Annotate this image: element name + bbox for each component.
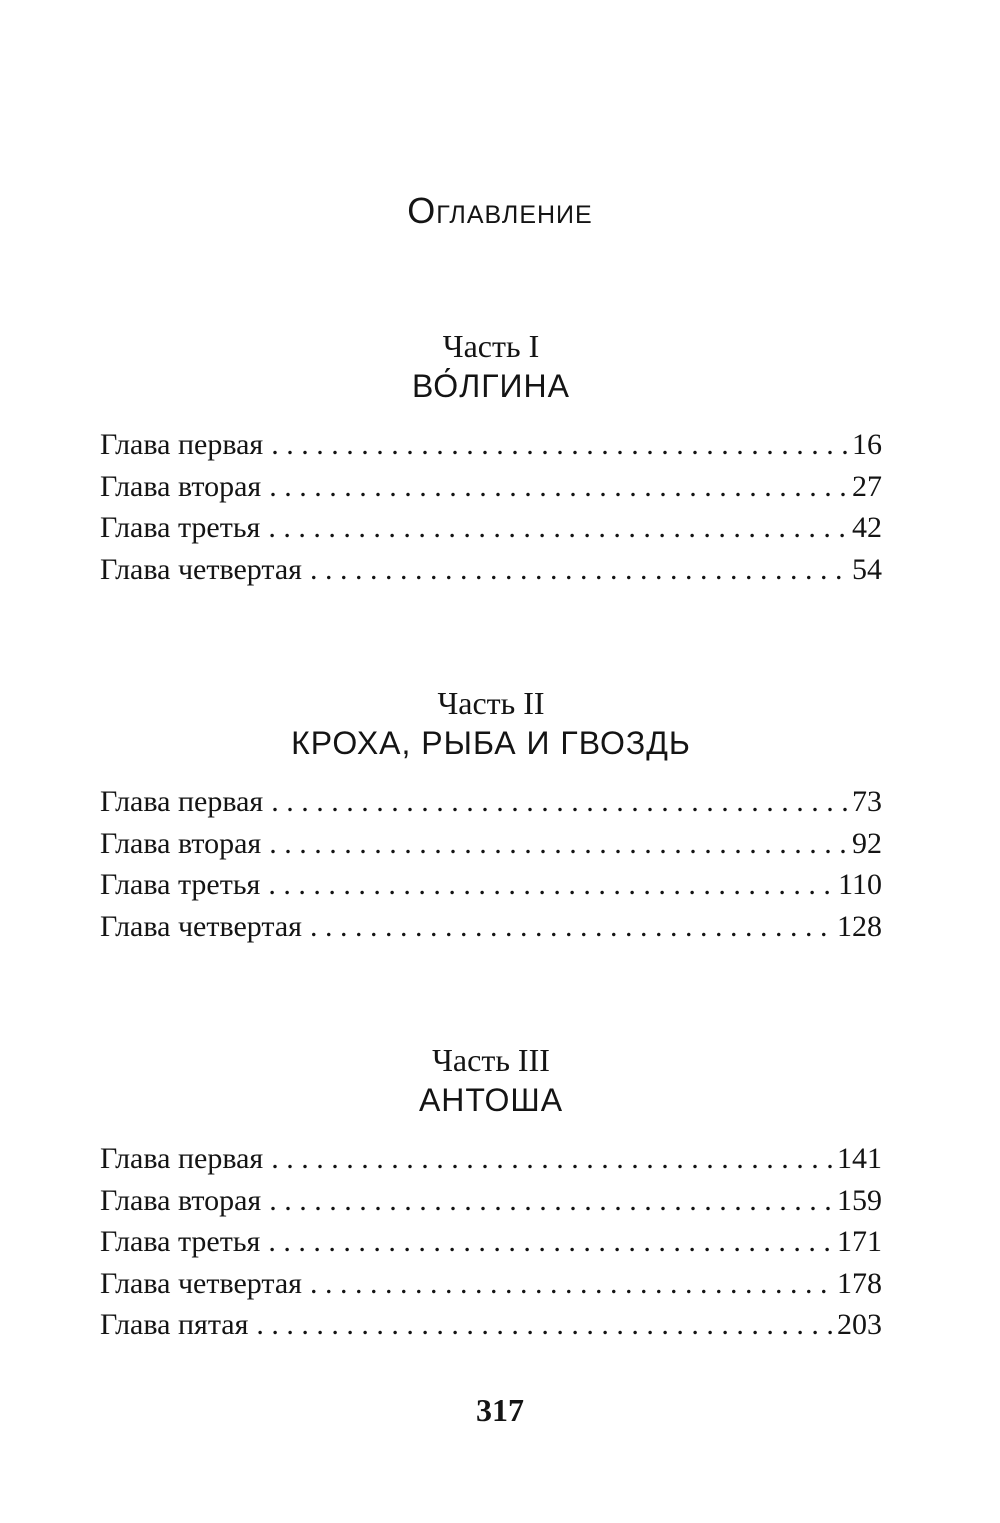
chapter-title: Глава первая — [100, 785, 264, 818]
chapter-page: 54 — [852, 552, 882, 586]
chapter-page: 178 — [837, 1266, 882, 1300]
chapter-title: Глава третья — [100, 868, 261, 901]
dot-leader — [271, 428, 848, 462]
dot-leader — [310, 1267, 833, 1301]
chapter-page: 128 — [837, 909, 882, 943]
chapter-page: 73 — [852, 785, 882, 818]
part-label: Часть II — [437, 685, 545, 721]
chapter-title: Глава третья — [100, 1225, 261, 1258]
chapter-title: Глава четвертая — [100, 552, 302, 586]
page-number: 317 — [476, 1392, 524, 1428]
toc-entry[interactable] — [100, 1267, 882, 1309]
dot-leader — [269, 1184, 833, 1218]
chapter-page: 92 — [852, 826, 882, 860]
dot-leader — [269, 827, 848, 861]
toc-entry[interactable] — [100, 1142, 882, 1184]
chapter-title: Глава пятая — [100, 1308, 249, 1341]
toc-entry[interactable] — [100, 1308, 882, 1350]
chapter-title: Глава вторая — [100, 1183, 262, 1217]
part-2 — [100, 683, 882, 951]
part-name: АНТОША — [418, 1082, 564, 1118]
dot-leader — [256, 1308, 833, 1342]
part-name: ВО́ЛГИНА — [412, 368, 570, 404]
chapter-title: Глава четвертая — [100, 1266, 302, 1300]
dot-leader — [271, 785, 848, 819]
chapter-page: 159 — [837, 1183, 882, 1217]
chapter-page: 203 — [837, 1308, 882, 1341]
chapter-page: 141 — [837, 1142, 882, 1175]
dot-leader — [268, 868, 834, 902]
chapter-page: 42 — [852, 511, 882, 544]
chapter-title: Глава первая — [100, 428, 264, 461]
chapter-title: Глава первая — [100, 1142, 264, 1175]
part-3 — [100, 1040, 882, 1350]
toc-entry[interactable] — [100, 1225, 882, 1267]
toc-entry[interactable] — [100, 511, 882, 553]
toc-entry[interactable] — [100, 868, 882, 910]
part-label: Часть I — [442, 328, 540, 364]
toc-entry[interactable] — [100, 470, 882, 512]
part-1 — [100, 326, 882, 594]
toc-entry[interactable] — [100, 428, 882, 470]
toc-entry[interactable] — [100, 553, 882, 595]
toc-entry[interactable] — [100, 910, 882, 952]
dot-leader — [271, 1142, 833, 1176]
part-name: КРОХА, РЫБА И ГВОЗДЬ — [291, 725, 691, 761]
toc-entry[interactable] — [100, 785, 882, 827]
chapter-title: Глава вторая — [100, 826, 262, 860]
chapter-title: Глава вторая — [100, 469, 262, 503]
chapter-page: 16 — [852, 428, 882, 461]
chapter-title: Глава третья — [100, 511, 261, 544]
toc-entry[interactable] — [100, 827, 882, 869]
dot-leader — [310, 553, 848, 587]
part-label: Часть III — [432, 1042, 550, 1078]
dot-leader — [268, 1225, 833, 1259]
chapter-title: Глава четвертая — [100, 909, 302, 943]
dot-leader — [310, 910, 833, 944]
chapter-page: 110 — [838, 868, 882, 901]
toc-entry[interactable] — [100, 1184, 882, 1226]
chapter-page: 171 — [837, 1225, 882, 1258]
toc-title: Оглавление — [407, 190, 593, 231]
dot-leader — [268, 511, 848, 545]
dot-leader — [269, 470, 848, 504]
chapter-page: 27 — [852, 469, 882, 503]
